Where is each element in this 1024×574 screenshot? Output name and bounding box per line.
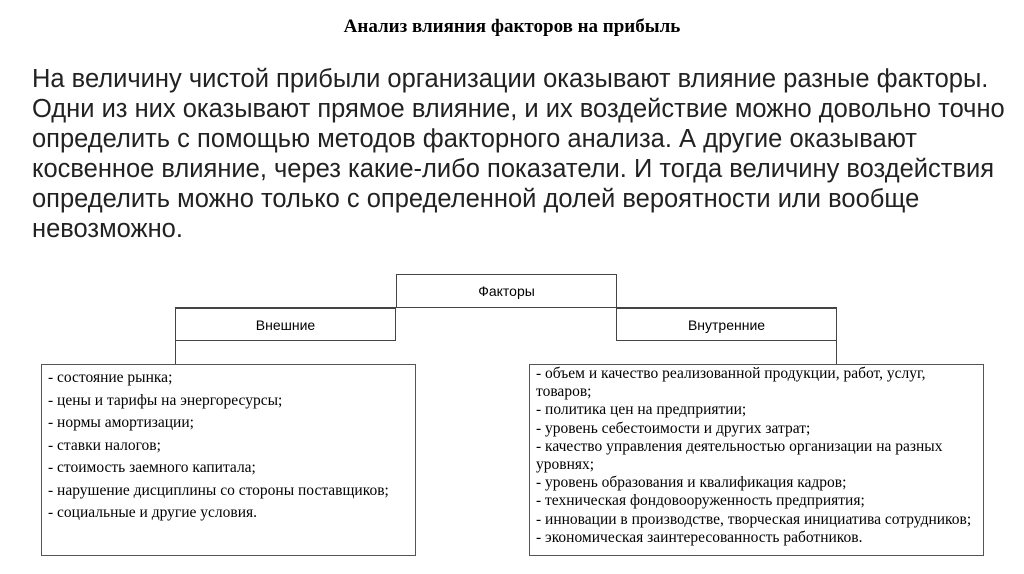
internal-factor-item: - уровень образования и квалификация кадров; xyxy=(536,474,847,492)
internal-factor-item: - уровень себестоимости и других затрат; xyxy=(536,419,811,437)
external-factors-box xyxy=(175,308,396,341)
external-factor-item: - нормы амортизации; xyxy=(48,414,194,431)
internal-factor-item: - техническая фондовооруженность предприятия; xyxy=(536,492,865,510)
internal-factor-item: - объем и качество реализованной продукции, работ, услуг, товаров; xyxy=(536,365,926,401)
slide-title: Анализ влияния факторов на прибыль xyxy=(343,16,681,37)
factors-root-label: Факторы xyxy=(478,283,535,299)
external-factor-item: - стоимость заемного капитала; xyxy=(48,459,256,476)
internal-factor-item: - экономическая заинтересованность работников. xyxy=(536,528,863,546)
internal-factor-item: - инновации в производстве, творческая инициатива сотрудников; xyxy=(536,510,972,528)
internal-factor-item: - качество управления деятельностью организации на разных уровнях; xyxy=(536,437,943,474)
intro-paragraph: На величину чистой прибыли организации оказывают влияние разные факторы. Одни из них оказывают прямое влияние, и их воздействие можно довольно точно определить с помощью методов факторного анализа. А другие оказывают косвенное влияние, через какие-либо показатели. И тогда величину воздействия определить можно только с определенной долей вероятности или вообще невозможно. xyxy=(32,65,1005,243)
external-factor-item: - состояние рынка; xyxy=(48,369,173,386)
factors-root-box xyxy=(396,274,617,308)
external-factor-item: - цены и тарифы на энергоресурсы; xyxy=(48,391,283,409)
internal-factor-item: - политика цен на предприятии; xyxy=(536,401,747,419)
external-factors-label: Внешние xyxy=(255,316,316,333)
external-factor-item: - нарушение дисциплины со стороны поставщиков; xyxy=(48,481,389,499)
internal-factors-list xyxy=(529,364,984,556)
external-factors-list xyxy=(41,364,416,556)
internal-factors-box xyxy=(616,308,837,341)
external-factor-item: - ставки налогов; xyxy=(48,436,161,454)
external-factor-item: - социальные и другие условия. xyxy=(48,504,258,521)
internal-factors-label: Внутренние xyxy=(687,316,766,333)
